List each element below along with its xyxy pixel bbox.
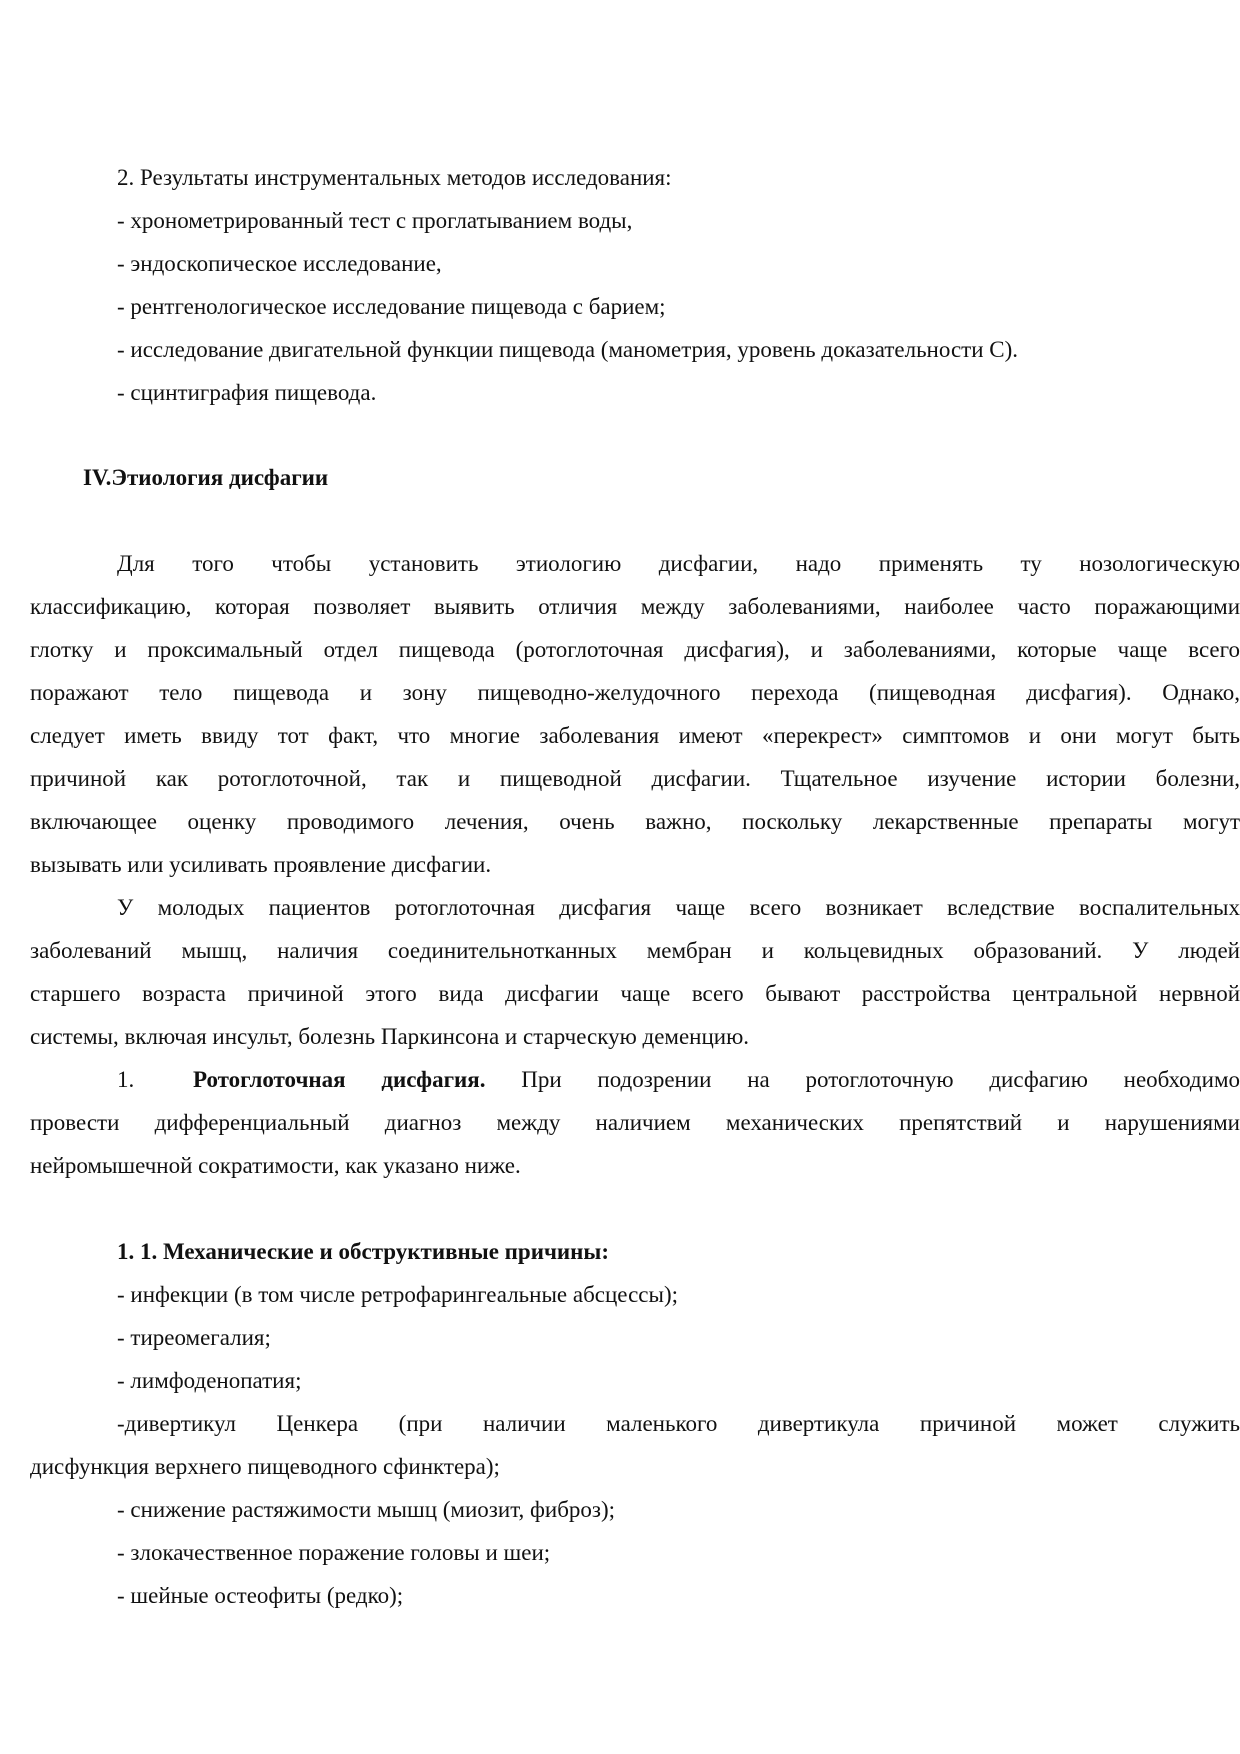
list-item: - лимфоденопатия;: [117, 1368, 302, 1393]
paragraph-line: системы, включая инсульт, болезнь Паркинсона и старческую деменцию.: [30, 1024, 750, 1049]
paragraph-line: заболеваний мышц, наличия соединительнотканных мембран и кольцевидных образований. У людей: [30, 938, 1240, 963]
paragraph-line: вызывать или усиливать проявление дисфагии.: [30, 852, 492, 877]
list-item: - злокачественное поражение головы и шеи;: [117, 1540, 551, 1565]
paragraph-line: У молодых пациентов ротоглоточная дисфагия чаще всего возникает вследствие воспалительных: [117, 895, 1240, 920]
list-item: - тиреомегалия;: [117, 1325, 271, 1350]
paragraph-line: классификацию, которая позволяет выявить отличия между заболеваниями, наиболее часто поражающими: [30, 594, 1240, 619]
list-item: - исследование двигательной функции пищевода (манометрия, уровень доказательности С).: [117, 337, 1019, 362]
item-number: 1.: [117, 1067, 135, 1092]
list-item-continuation: дисфункция верхнего пищеводного сфинктера);: [30, 1454, 500, 1479]
paragraph-line: включающее оценку проводимого лечения, очень важно, поскольку лекарственные препараты могут: [30, 809, 1240, 834]
bold-lead: Ротоглоточная дисфагия.: [193, 1067, 486, 1092]
paragraph-line: провести дифференциальный диагноз между наличием механических препятствий и нарушениями: [30, 1110, 1240, 1135]
paragraph-line: [193, 1065, 1240, 1095]
list-item: - сцинтиграфия пищевода.: [117, 380, 377, 405]
list-item: - шейные остеофиты (редко);: [117, 1583, 404, 1608]
paragraph-line: нейромышечной сократимости, как указано ниже.: [30, 1153, 521, 1178]
list-item: -дивертикул Ценкера (при наличии маленького дивертикула причиной может служить: [117, 1411, 1240, 1436]
paragraph-line: старшего возраста причиной этого вида дисфагии чаще всего бывают расстройства центральной нервной: [30, 981, 1240, 1006]
paragraph-line: поражают тело пищевода и зону пищеводно-желудочного перехода (пищеводная дисфагия). Однако,: [30, 680, 1240, 705]
paragraph-line: Для того чтобы установить этиологию дисфагии, надо применять ту нозологическую: [117, 551, 1240, 576]
subsection-heading: 1. 1. Механические и обструктивные причины:: [117, 1239, 610, 1264]
list-item: - инфекции (в том числе ретрофарингеальные абсцессы);: [117, 1282, 679, 1307]
first-line-rest: При подозрении на ротоглоточную дисфагию необходимо: [521, 1067, 1240, 1092]
list-item: - рентгенологическое исследование пищевода с барием;: [117, 294, 666, 319]
paragraph-line: следует иметь ввиду тот факт, что многие заболевания имеют «перекрест» симптомов и они могут быть: [30, 723, 1240, 748]
list-item: - хронометрированный тест с проглатыванием воды,: [117, 208, 633, 233]
section-heading: 2. Результаты инструментальных методов исследования:: [117, 165, 672, 190]
section-heading: IV.Этиология дисфагии: [83, 465, 329, 490]
list-item: - снижение растяжимости мышц (миозит, фиброз);: [117, 1497, 616, 1522]
paragraph-line: глотку и проксимальный отдел пищевода (ротоглоточная дисфагия), и заболеваниями, которые чаще всего: [30, 637, 1240, 662]
list-item: - эндоскопическое исследование,: [117, 251, 442, 276]
paragraph-line: причиной как ротоглоточной, так и пищеводной дисфагии. Тщательное изучение истории болезни,: [30, 766, 1240, 791]
